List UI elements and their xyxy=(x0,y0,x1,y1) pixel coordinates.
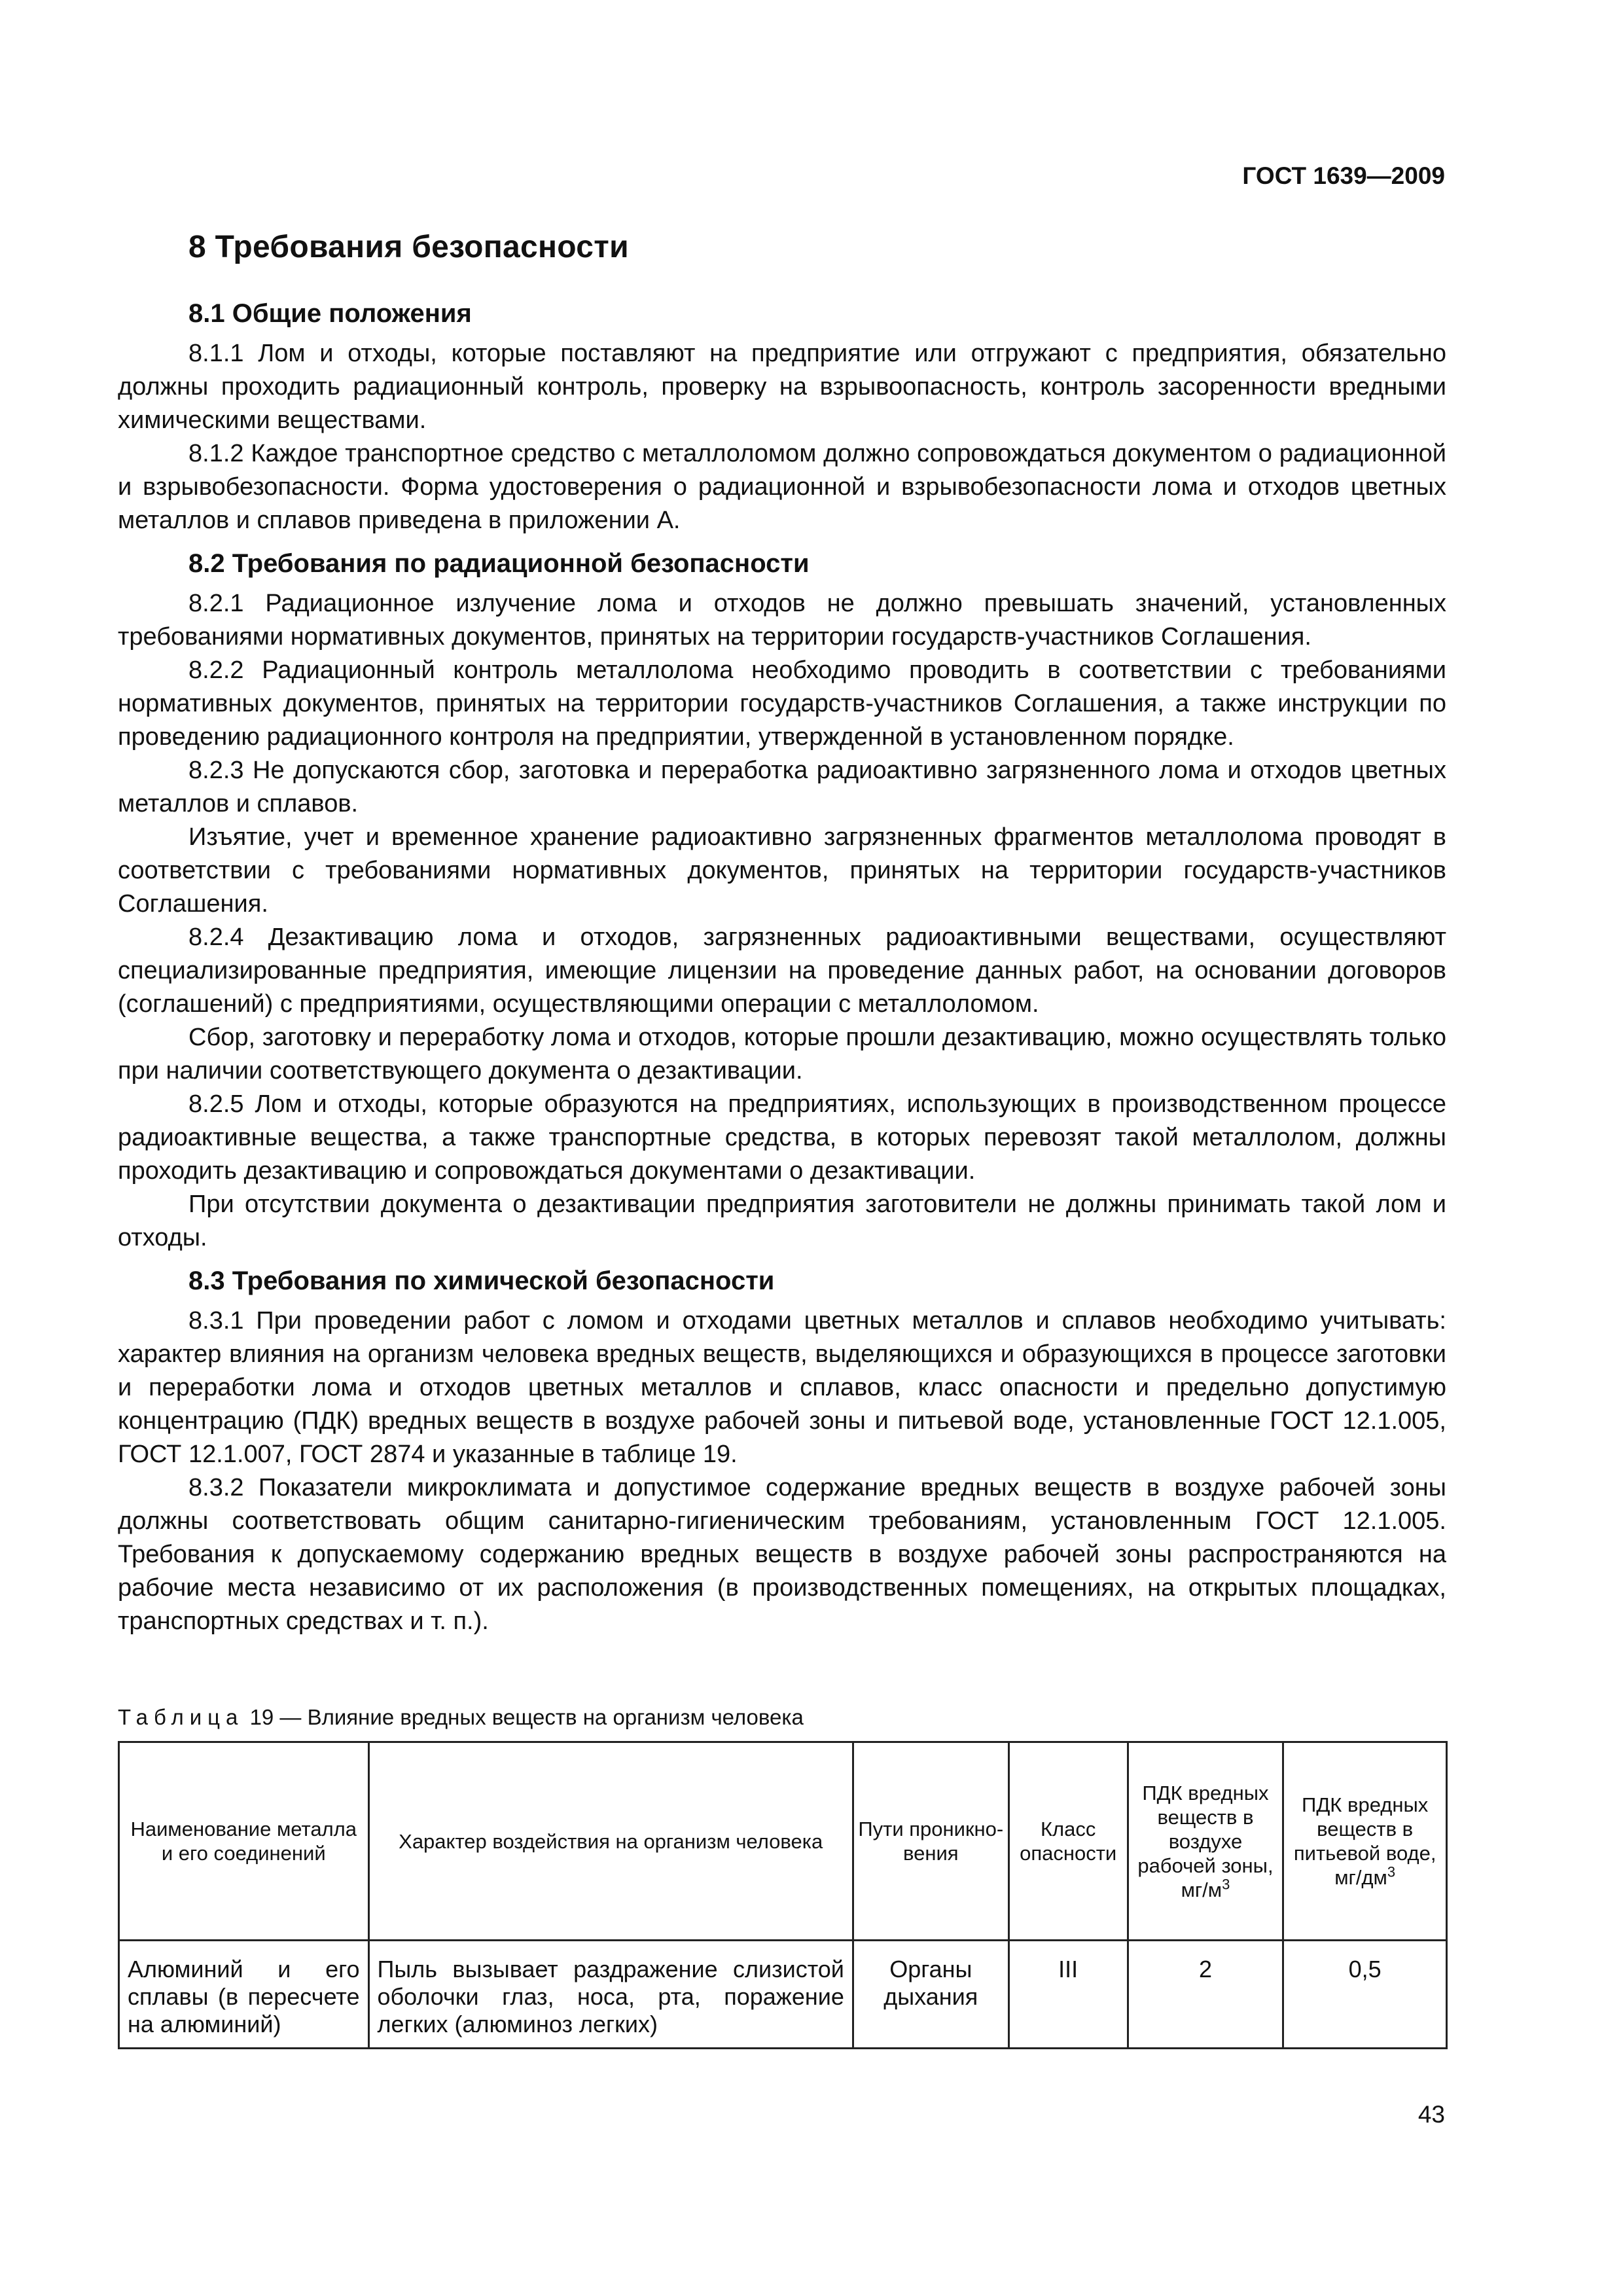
main-content xyxy=(118,229,1446,1638)
paragraph-8-1-2: 8.1.2 Каждое транспортное средство с металлоломом должно сопровождаться документом о радиационной и взрывобезопасности. Форма удостоверения о радиационной и взрывобезопасности лома и отходов цветных металлов и сплавов приведена в приложении А. xyxy=(118,440,1446,534)
paragraph-8-3-2: 8.3.2 Показатели микроклимата и допустимое содержание вредных веществ в воздухе рабочей зоны должны соответствовать общим санитарно-гигиеническим требованиям, установленным ГОСТ 12.1.005. Требования к допускаемому содержанию вредных веществ в воздухе рабочей зоны распространяются на рабочие места независимо от их расположения (в производственных помещениях, на открытых площадках, транспортных средствах и т. п.). xyxy=(118,1474,1446,1635)
cell-pdk-water: 0,5 xyxy=(1283,1941,1447,2049)
table-caption-label: Таблица xyxy=(118,1705,244,1729)
header-pdk-air: ПДК вредных веществ в воздухе рабочей зоны, $мг/м^3$ xyxy=(1128,1742,1283,1941)
cell-route: Органы дыхания xyxy=(853,1941,1008,2049)
paragraph-8-2-3: 8.2.3 Не допускаются сбор, заготовка и переработка радиоактивно загрязненного лома и отходов цветных металлов и сплавов. xyxy=(118,757,1446,817)
subsection-title-8-2: 8.2 Требования по радиационной безопасности xyxy=(188,549,810,578)
paragraph-8-2-4-extra: Сбор, заготовку и переработку лома и отходов, которые прошли дезактивацию, можно осуществлять только при наличии соответствующего документа о дезактивации. xyxy=(118,1024,1446,1085)
header-pdk-water-sup: 3 xyxy=(1387,1863,1396,1880)
cell-hazard-class: III xyxy=(1008,1941,1128,2049)
paragraph-8-2-4: 8.2.4 Дезактивацию лома и отходов, загрязненных радиоактивными веществами, осуществляют специализированные предприятия, имеющие лицензии на проведение данных работ, на основании договоров (соглашений) с предприятиями, осуществляющими операции с металлоломом. xyxy=(118,924,1446,1018)
paragraph-8-2-1: 8.2.1 Радиационное излучение лома и отходов не должно превышать значений, установленных требованиями нормативных документов, принятых на территории государств-участников Соглашения. xyxy=(118,590,1446,651)
table-caption xyxy=(118,1705,804,1730)
header-hazard-class: Класс опасности xyxy=(1008,1742,1128,1941)
table-row xyxy=(119,1941,1447,2049)
paragraph-8-2-2: 8.2.2 Радиационный контроль металлолома необходимо проводить в соответствии с требованиями нормативных документов, принятых на территории государств-участников Соглашения, а также инструкции по проведению радиационного контроля на предприятии, утвержденной в установленном порядке. xyxy=(118,656,1446,751)
cell-effect: Пыль вызывает раздражение слизистой оболочки глаз, носа, рта, поражение легких (алюминоз легких) xyxy=(368,1941,853,2049)
header-metal-name: Наименование металла и его соединений xyxy=(119,1742,369,1941)
header-route: Пути проникно- вения xyxy=(853,1742,1008,1941)
hazard-table xyxy=(118,1741,1448,2049)
paragraph-8-3-1: 8.3.1 При проведении работ с ломом и отходами цветных металлов и сплавов необходимо учитывать: характер влияния на организм человека вредных веществ, выделяющихся и образующихся в процессе заготовки и переработки лома и отходов цветных металлов и сплавов, класс опасности и предельно допустимую концентрацию (ПДК) вредных веществ в воздухе рабочей зоны и питьевой воде, установленные ГОСТ 12.1.005, ГОСТ 12.1.007, ГОСТ 2874 и указанные в таблице 19. xyxy=(118,1307,1446,1468)
cell-metal-name: Алюминий и его сплавы (в пересчете на алюминий) xyxy=(119,1941,369,2049)
header-pdk-water: ПДК вредных веществ в питьевой воде, $мг/дм^3$ xyxy=(1283,1742,1447,1941)
paragraph-8-2-5-extra: При отсутствии документа о дезактивации предприятия заготовители не должны принимать такой лом и отходы. xyxy=(118,1191,1446,1251)
header-effect: Характер воздействия на организм человека xyxy=(368,1742,853,1941)
page-number: 43 xyxy=(1418,2101,1445,2128)
document-code: ГОСТ 1639—2009 xyxy=(1242,162,1445,189)
section-title: 8 Требования безопасности xyxy=(188,230,629,264)
paragraph-8-2-5: 8.2.5 Лом и отходы, которые образуются на предприятиях, использующих в производственном процессе радиоактивные вещества, а также транспортные средства, в которых перевозят такой металлолом, должны проходить дезактивацию и сопровождаться документами о дезактивации. xyxy=(118,1090,1446,1185)
table-header-row xyxy=(119,1742,1447,1941)
subsection-title-8-3: 8.3 Требования по химической безопасности xyxy=(188,1266,775,1295)
subsection-title-8-1: 8.1 Общие положения xyxy=(188,299,472,328)
header-pdk-air-sup: 3 xyxy=(1222,1876,1230,1893)
paragraph-8-2-3-extra: Изъятие, учет и временное хранение радиоактивно загрязненных фрагментов металлолома проводят в соответствии с требованиями нормативных документов, принятых на территории государств-участников Соглашения. xyxy=(118,823,1446,918)
cell-pdk-air: 2 xyxy=(1128,1941,1283,2049)
paragraph-8-1-1: 8.1.1 Лом и отходы, которые поставляют на предприятие или отгружают с предприятия, обязательно должны проходить радиационный контроль, проверку на взрывоопасность, контроль засоренности вредными химическими веществами. xyxy=(118,340,1446,434)
table-caption-text: 19 — Влияние вредных веществ на организм человека xyxy=(249,1705,804,1729)
